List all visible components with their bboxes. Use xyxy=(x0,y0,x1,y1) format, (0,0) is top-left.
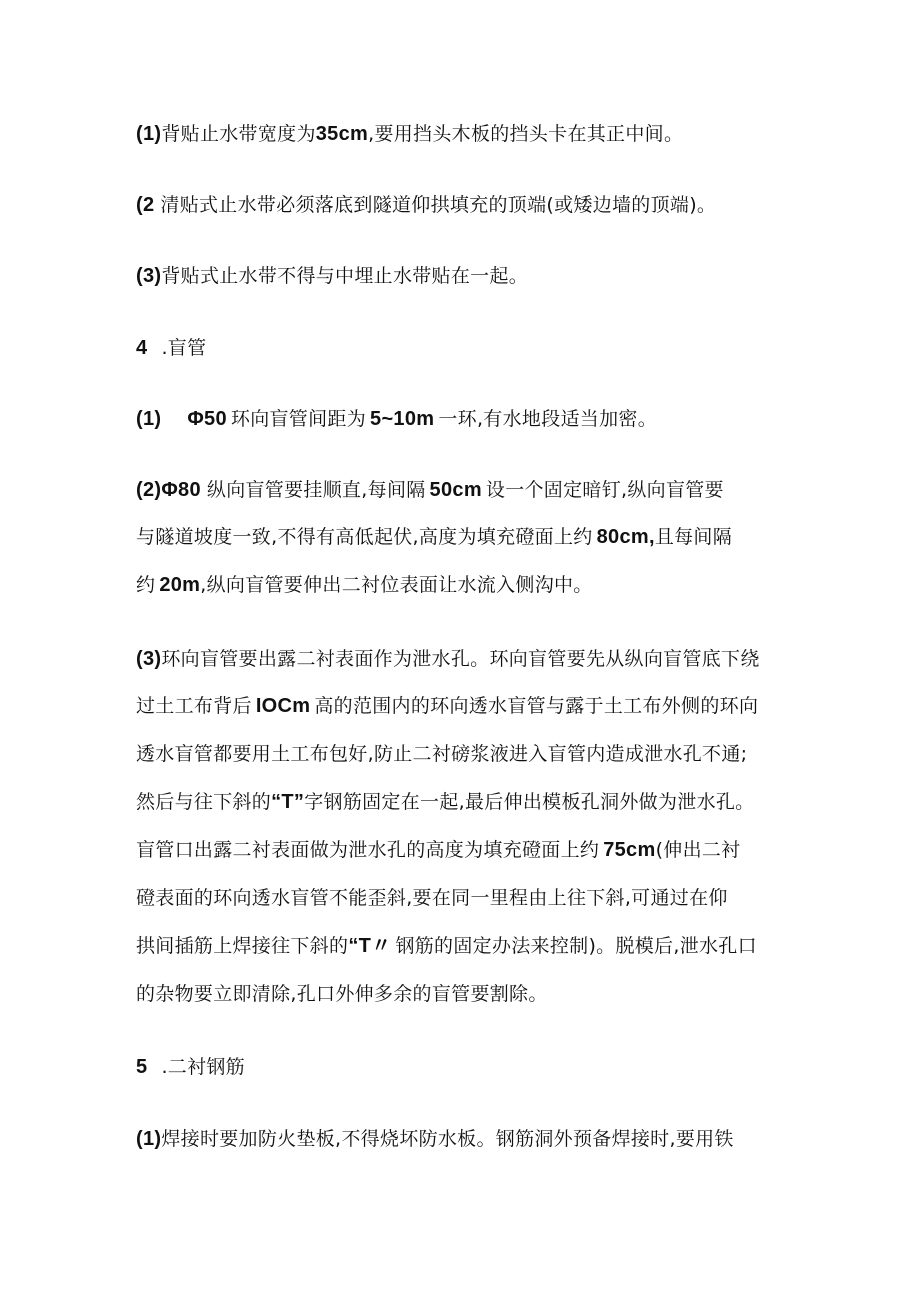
section-title: .二衬钢筋 xyxy=(161,1056,245,1078)
text: ,要用挡头木板的挡头卡在其正中间。 xyxy=(368,123,684,145)
value: 50cm xyxy=(429,479,482,501)
paragraph-line xyxy=(136,886,728,910)
text: 环向盲管要出露二衬表面作为泄水孔。环向盲管要先从纵向盲管底下绕 xyxy=(161,648,760,670)
paragraph-rebar-1 xyxy=(136,1127,734,1151)
text: 焊接时要加防火垫板,不得烧坏防水板。钢筋洞外预备焊接时,要用铁 xyxy=(161,1128,734,1150)
section-number: 5 xyxy=(136,1056,148,1078)
item-number: (2)Φ80 xyxy=(136,479,201,501)
value: Φ50 xyxy=(187,408,227,430)
item-number: (2 xyxy=(136,194,155,216)
value: 20m xyxy=(159,574,201,596)
text: 纵向盲管要挂顺直,每间隔 xyxy=(206,479,426,501)
item-number: (3) xyxy=(136,648,162,670)
text: 拱间插筋上焊接往下斜的 xyxy=(136,935,349,957)
item-number: (3) xyxy=(136,265,162,287)
item-number: (1) xyxy=(136,408,162,430)
value: 80cm, xyxy=(596,526,655,548)
paragraph-waterstop-2 xyxy=(136,193,716,217)
item-number: (1) xyxy=(136,1128,162,1150)
text: 字钢筋固定在一起,最后伸出模板孔洞外做为泄水孔。 xyxy=(304,791,755,813)
paragraph-line xyxy=(136,694,758,718)
text: 钢筋的固定办法来控制)。脱模后,泄水孔口 xyxy=(395,935,757,957)
paragraph-line xyxy=(136,934,757,958)
paragraph-blind-pipe-1 xyxy=(136,407,657,431)
section-title: .盲管 xyxy=(161,337,207,359)
paragraph-line xyxy=(136,982,548,1006)
text: 背贴止水带宽度为 xyxy=(161,123,316,145)
text: (伸出二衬 xyxy=(655,839,741,861)
text: 的杂物要立即清除,孔口外伸多余的盲管要割除。 xyxy=(136,983,548,1005)
text: 约 xyxy=(136,574,156,596)
paragraph-line xyxy=(136,790,754,814)
paragraph-waterstop-3 xyxy=(136,264,528,288)
text: 清贴式止水带必须落底到隧道仰拱填充的顶端(或矮边墙的顶端)。 xyxy=(160,194,717,216)
text: 盲管口出露二衬表面做为泄水孔的高度为填充磴面上约 xyxy=(136,839,600,861)
paragraph-waterstop-1 xyxy=(136,122,683,146)
text: 过土工布背后 xyxy=(136,695,252,717)
text: 环向盲管间距为 xyxy=(230,408,367,430)
value: “T” xyxy=(271,791,305,813)
value: 75cm xyxy=(603,839,656,861)
text: 设一个固定暗钉,纵向盲管要 xyxy=(485,479,724,501)
value: “T〃 xyxy=(348,935,392,957)
paragraph-line xyxy=(136,647,760,671)
section-number: 4 xyxy=(136,337,148,359)
paragraph-line xyxy=(136,573,593,597)
text: ,纵向盲管要伸出二衬位表面让水流入侧沟中。 xyxy=(200,574,593,596)
text: 一环,有水地段适当加密。 xyxy=(438,408,657,430)
value: 35cm xyxy=(315,123,369,145)
section-heading-rebar xyxy=(136,1055,245,1079)
paragraph-line xyxy=(136,478,724,502)
text: 磴表面的环向透水盲管不能歪斜,要在同一里程由上往下斜,可通过在仰 xyxy=(136,887,728,909)
text: 与隧道坡度一致,不得有高低起伏,高度为填充磴面上约 xyxy=(136,526,593,548)
paragraph-line xyxy=(136,838,740,862)
text: 透水盲管都要用土工布包好,防止二衬磅浆液进入盲管内造成泄水孔不通; xyxy=(136,743,748,765)
value: 5~10m xyxy=(370,408,435,430)
text: 背贴式止水带不得与中埋止水带贴在一起。 xyxy=(161,265,529,287)
value: IOCm xyxy=(255,695,311,717)
section-heading-blind-pipe xyxy=(136,336,206,360)
item-number: (1) xyxy=(136,123,162,145)
text: 高的范围内的环向透水盲管与露于土工布外侧的环向 xyxy=(314,695,759,717)
paragraph-line xyxy=(136,525,732,549)
paragraph-line xyxy=(136,742,747,766)
text: 且每间隔 xyxy=(654,526,733,548)
text: 然后与往下斜的 xyxy=(136,791,272,813)
